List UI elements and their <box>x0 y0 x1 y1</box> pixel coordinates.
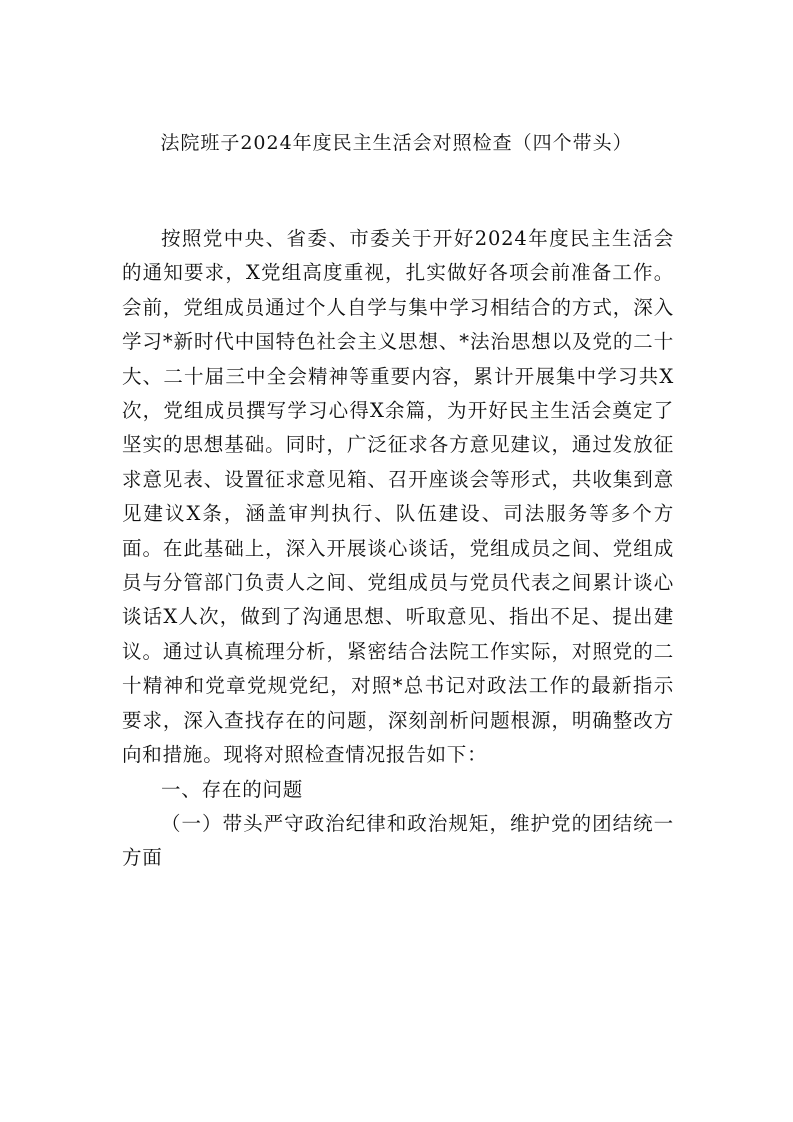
intro-paragraph: 按照党中央、省委、市委关于开好2024年度民主生活会的通知要求，X党组高度重视，扎实做好各项会前准备工作。会前，党组成员通过个人自学与集中学习相结合的方式，深入学习*新时代中国特色社会主义思想、*法治思想以及党的二十大、二十届三中全会精神等重要内容，累计开展集中学习共X次，党组成员撰写学习心得X余篇，为开好民主生活会奠定了坚实的思想基础。同时，广泛征求各方意见建议，通过发放征求意见表、设置征求意见箱、召开座谈会等形式，共收集到意见建议X条，涵盖审判执行、队伍建设、司法服务等多个方面。在此基础上，深入开展谈心谈话，党组成员之间、党组成员与分管部门负责人之间、党组成员与党员代表之间累计谈心谈话X人次，做到了沟通思想、听取意见、指出不足、提出建议。通过认真梳理分析，紧密结合法院工作实际，对照党的二十精神和党章党规党纪，对照*总书记对政法工作的最新指示要求，深入查找存在的问题，深刻剖析问题根源，明确整改方向和措施。现将对照检查情况报告如下： <box>122 227 674 767</box>
document-title: 法院班子2024年度民主生活会对照检查（四个带头） <box>160 132 633 154</box>
subsection-heading: （一）带头严守政治纪律和政治规矩，维护党的团结统一方面 <box>122 811 674 870</box>
section-heading: 一、存在的问题 <box>161 777 304 801</box>
document-body <box>122 222 674 876</box>
